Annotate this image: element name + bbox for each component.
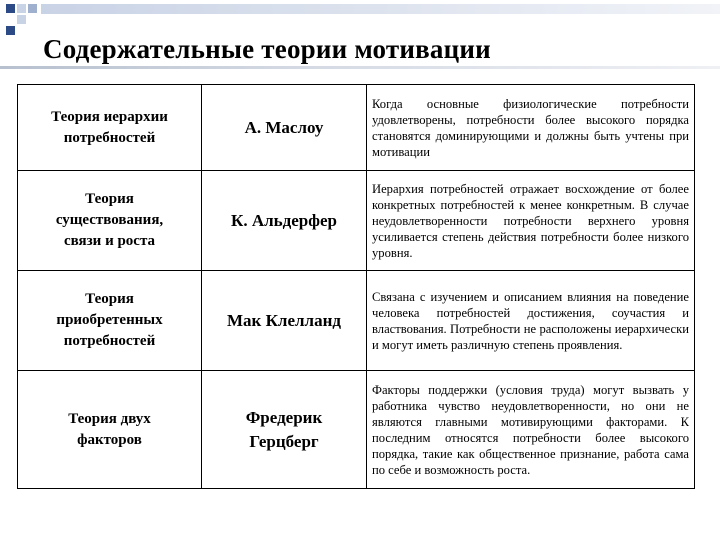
theory-description: Когда основные физиологические потребности удовлетворены, потребности более высокого порядка становятся доминирующими и должны быть учтены при мотивации (367, 85, 695, 171)
table-row (18, 85, 695, 171)
theory-name: Теория существования, связи и роста (18, 171, 202, 271)
theory-description: Иерархия потребностей отражает восхождение от более конкретных потребностей к менее конкретным. В случае неудовлетворенности потребности верхнего уровня усиливается степень действия потребности более низкого уровня. (367, 171, 695, 271)
table-row (18, 271, 695, 371)
title-underline (0, 66, 720, 69)
theory-name: Теория двух факторов (18, 371, 202, 489)
theories-table (17, 84, 695, 489)
decor-square (6, 26, 15, 35)
decor-square (17, 15, 26, 24)
table-row (18, 371, 695, 489)
decor-square (6, 4, 15, 13)
author-name: Фредерик Герцберг (202, 371, 367, 489)
theory-name: Теория иерархии потребностей (18, 85, 202, 171)
author-name: К. Альдерфер (202, 171, 367, 271)
theory-description: Факторы поддержки (условия труда) могут вызвать у работника чувство неудовлетворенности, но они не являются главными мотивирующими факторами. К последним относятся потребности более высокого порядка, такие как общественное признание, работа сама по себе и возможность роста. (367, 371, 695, 489)
author-name: Мак Клелланд (202, 271, 367, 371)
table-row (18, 171, 695, 271)
author-name: А. Маслоу (202, 85, 367, 171)
slide-title: Содержательные теории мотивации (43, 34, 491, 64)
decor-band (41, 4, 720, 14)
decor-square (28, 4, 37, 13)
decor-square (17, 4, 26, 13)
theory-name: Теория приобретенных потребностей (18, 271, 202, 371)
theory-description: Связана с изучением и описанием влияния на поведение человека потребностей достижения, соучастия и властвования. Потребности не расположены иерархически и могут иметь различную степень проявления. (367, 271, 695, 371)
